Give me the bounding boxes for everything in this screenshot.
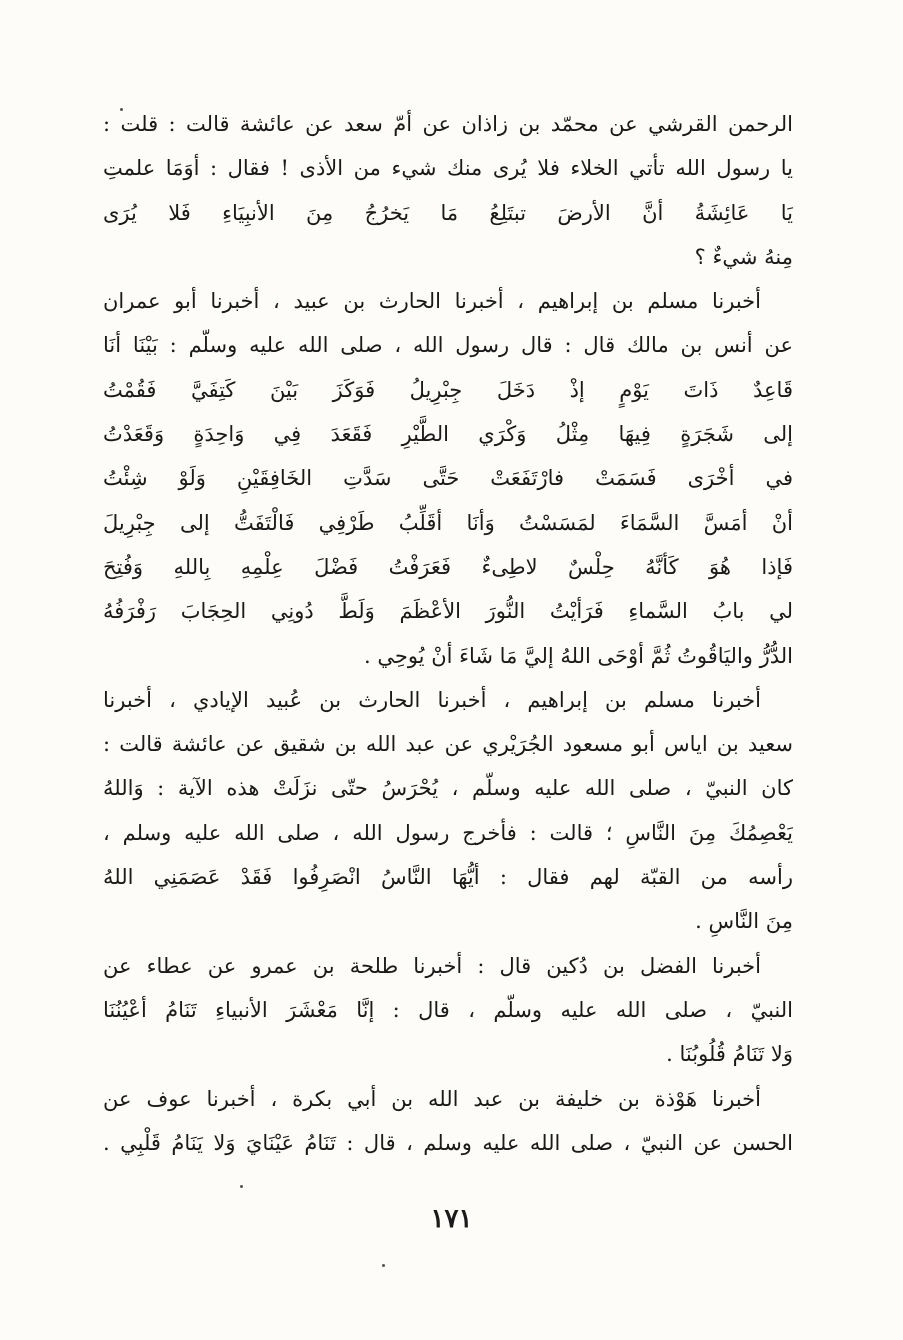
text-line: الحسن عن النبيّ ، صلى الله عليه وسلم ، قال : تَنَامُ عَيْنَايَ وَلا يَنَامُ قَلْبِي . xyxy=(103,1130,793,1155)
document-body xyxy=(103,102,793,1165)
text-line: وَلا تَنَامُ قُلُوبُنَا . xyxy=(666,1042,793,1067)
paragraph-start-line: أخبرنا مسلم بن إبراهيم ، أخبرنا الحارث بن عُبيد الإيادي ، أخبرنا xyxy=(103,687,761,712)
text-line: مِنَ النَّاسِ . xyxy=(695,909,793,934)
text-line: يَعْصِمُكَ مِنَ النَّاسِ ؛ قالت : فأخرج رسول الله ، صلى الله عليه وسلم ، xyxy=(103,820,793,845)
text-line: الرحمن القرشي عن محمّد بن زاذان عن أمّ سعد عن عائشة قالت : قلت : xyxy=(103,112,793,136)
text-line: في أخْرَى فَسَمَتْ فارْتَفَعَتْ حَتَّى سَدَّتِ الخَافِقَيْنِ وَلَوْ شِئْتُ xyxy=(103,466,793,491)
page-number: ١٧١ xyxy=(430,1204,473,1234)
text-line: يَا عَائِشَةُ أنَّ الأرضَ تبتَلِعُ مَا يَخرُجُ مِنَ الأنبِيَاءِ فَلا يُرَى xyxy=(103,200,793,225)
paragraph-start-line: أخبرنا مسلم بن إبراهيم ، أخبرنا الحارث بن عبيد ، أخبرنا أبو عمران xyxy=(103,289,761,314)
text-line: فَإذا هُوَ كَأنَّهُ حِلْسٌ لاطِىءٌ فَعَرَفْتُ فَضْلَ عِلْمِهِ بِاللهِ وَفُتِحَ xyxy=(103,554,793,579)
text-line: يا رسول الله تأتي الخلاء فلا يُرى منك شيء من الأذى ! فقال : أوَمَا علمتِ xyxy=(103,156,793,181)
print-speck xyxy=(240,1185,243,1188)
paragraph-start-line: أخبرنا الفضل بن دُكين قال : أخبرنا طلحة بن عمرو عن عطاء عن xyxy=(103,953,761,978)
text-line: الدُّرُّ واليَاقُوتُ ثُمَّ أوْحَى اللهُ إليَّ مَا شَاءَ أنْ يُوحِي . xyxy=(363,643,793,668)
paragraph-start-line: أخبرنا هَوْذة بن خليفة بن عبد الله بن أبي بكرة ، أخبرنا عوف عن xyxy=(103,1086,761,1111)
print-speck xyxy=(382,1264,385,1267)
text-line: سعيد بن اياس أبو مسعود الجُرَيْري عن عبد الله بن شقيق عن عائشة قالت : xyxy=(103,732,793,757)
text-line: عن أنس بن مالك قال : قال رسول الله ، صلى الله عليه وسلّم : بَيْنَا أنَا xyxy=(103,333,793,358)
text-line: مِنهُ شيءٌ ؟ xyxy=(694,244,793,269)
text-line: كان النبيّ ، صلى الله عليه وسلّم ، يُحْرَسُ حتّى نزَلَتْ هذه الآية : وَاللهُ xyxy=(103,776,793,801)
print-speck xyxy=(120,108,123,111)
text-line: النبيّ ، صلى الله عليه وسلّم ، قال : إنَّا مَعْشَرَ الأنبياءِ تَنَامُ أعْيُنُنَا xyxy=(103,997,793,1022)
text-line: قَاعِدٌ ذَاتَ يَوْمٍ إذْ دَخَلَ جِبْرِيلُ فَوَكَزَ بَيْنَ كَتِفَيَّ فَقُمْتُ xyxy=(103,377,793,402)
text-line: رأسه من القبّة لهم فقال : أيُّهَا النَّاسُ انْصَرِفُوا فَقَدْ عَصَمَنِي اللهُ xyxy=(103,865,793,890)
text-line: إلى شَجَرَةٍ فِيهَا مِثْلُ وَكْرَي الطَّيْرِ فَقَعَدَ فِي وَاحِدَةٍ وَقَعَدْتُ xyxy=(103,422,793,447)
text-line: لي بابُ السَّماءِ فَرَأيْتُ النُّورَ الأعْظَمَ وَلَطَّ دُونِي الحِجَابَ رَفْرَفُهُ xyxy=(103,599,793,624)
text-line: أنْ أمَسَّ السَّمَاءَ لمَسَسْتُ وَأنَا أقَلِّبُ طَرْفِي فَالْتَفَتُّ إلى جِبْرِيلَ xyxy=(103,510,793,535)
